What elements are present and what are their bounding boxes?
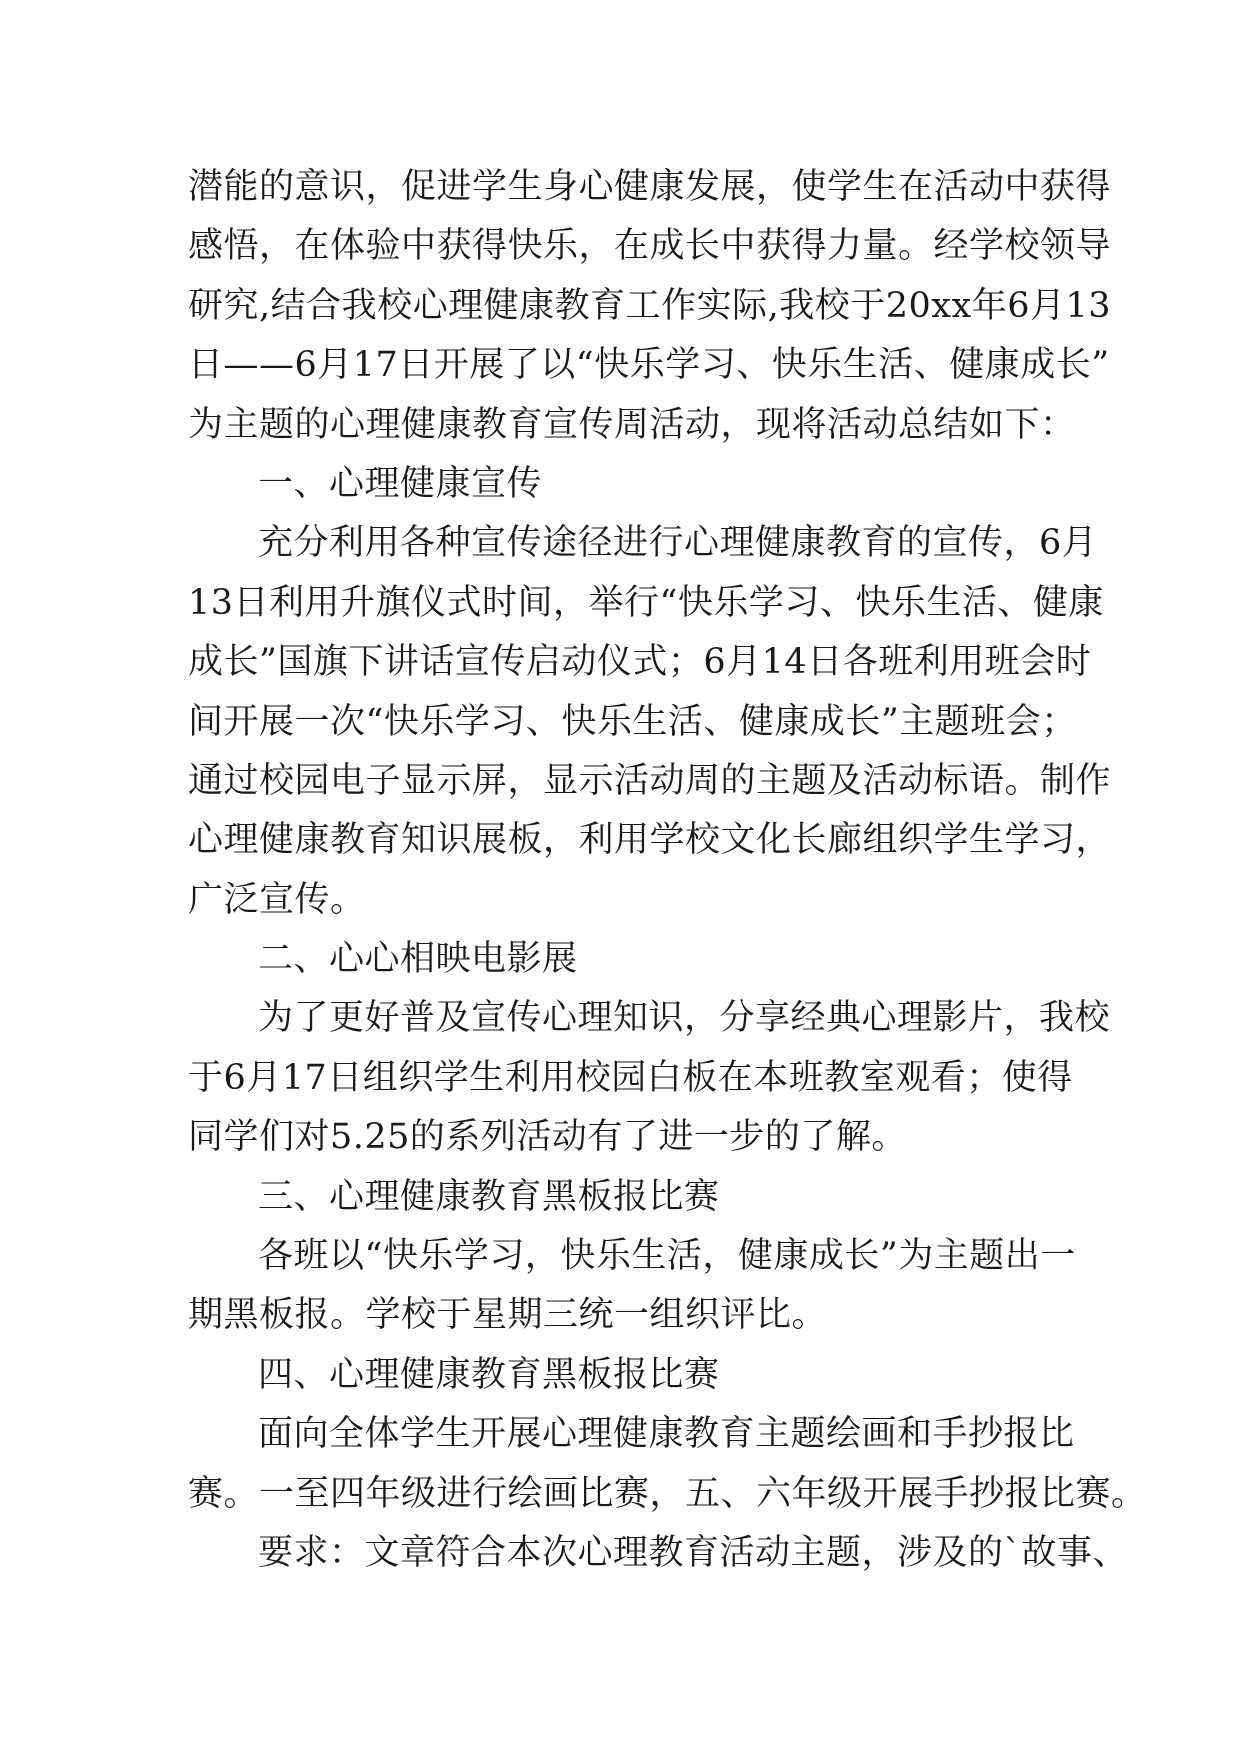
text-line: 充分利用各种宣传途径进行心理健康教育的宣传，6月	[258, 523, 1098, 564]
section-heading: 二、心心相映电影展	[258, 939, 578, 980]
text-line: 心理健康教育知识展板，利用学校文化长廊组织学生学习，	[188, 820, 1112, 861]
text-line: 日——6月17日开展了以“快乐学习、快乐生活、健康成长”	[188, 345, 1110, 386]
text-line: 成长”国旗下讲话宣传启动仪式；6月14日各班利用班会时	[188, 642, 1092, 683]
text-line: 于6月17日组织学生利用校园白板在本班教室观看；使得	[188, 1057, 1073, 1098]
text-line: 感悟，在体验中获得快乐，在成长中获得力量。经学校领导	[188, 226, 1112, 267]
text-line: 各班以“快乐学习，快乐生活，健康成长”为主题出一	[258, 1236, 1076, 1277]
text-line: 广泛宣传。	[188, 879, 366, 920]
section-heading: 四、心理健康教育黑板报比赛	[258, 1354, 720, 1395]
document-body	[188, 158, 1147, 1583]
text-line: 要求：文章符合本次心理教育活动主题，涉及的`故事、	[258, 1532, 1129, 1573]
text-line: 赛。一至四年级进行绘画比赛，五、六年级开展手抄报比赛。	[188, 1473, 1147, 1514]
text-line: 潜能的意识，促进学生身心健康发展，使学生在活动中获得	[188, 167, 1112, 207]
section-heading: 三、心理健康教育黑板报比赛	[258, 1176, 720, 1217]
text-line: 面向全体学生开展心理健康教育主题绘画和手抄报比	[258, 1414, 1075, 1455]
text-line: 同学们对5.25的系列活动有了进一步的了解。	[188, 1117, 907, 1158]
text-line: 为了更好普及宣传心理知识，分享经典心理影片，我校	[258, 998, 1111, 1039]
text-line: 通过校园电子显示屏，显示活动周的主题及活动标语。制作	[188, 760, 1112, 801]
text-line: 期黑板报。学校于星期三统一组织评比。	[188, 1295, 828, 1336]
text-line: 为主题的心理健康教育宣传周活动，现将活动总结如下：	[188, 404, 1076, 445]
section-heading: 一、心理健康宣传	[258, 463, 543, 504]
text-line: 13日利用升旗仪式时间，举行“快乐学习、快乐生活、健康	[188, 582, 1104, 623]
text-line: 间开展一次“快乐学习、快乐生活、健康成长”主题班会；	[188, 701, 1077, 742]
text-line: 研究,结合我校心理健康教育工作实际,我校于20xx年6月13	[188, 285, 1112, 326]
